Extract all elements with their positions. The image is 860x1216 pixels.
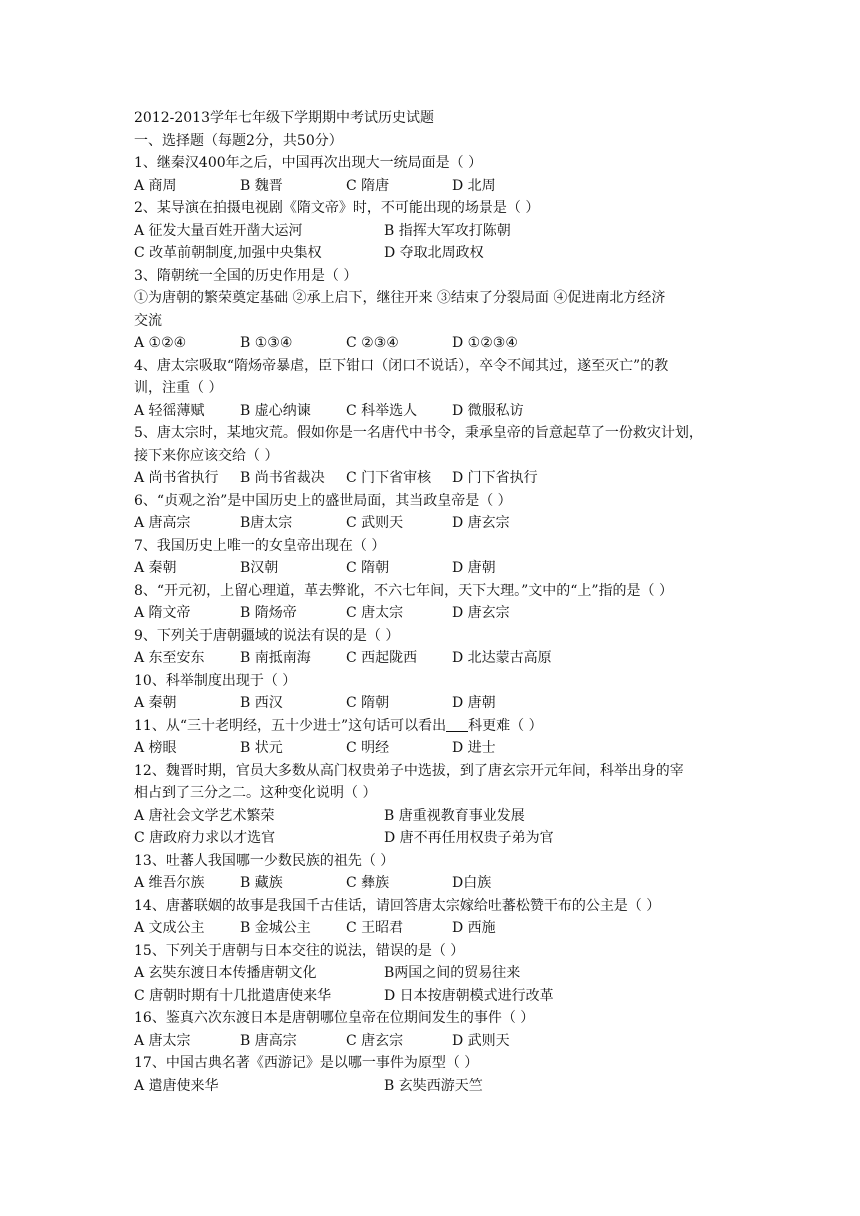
question-block: [134, 490, 734, 535]
answer-option[interactable]: D 门下省执行: [452, 470, 538, 486]
answer-option[interactable]: C 唐朝时期有十几批遣唐使来华: [134, 987, 332, 1004]
answer-option[interactable]: C 西起陇西: [346, 650, 418, 666]
answer-option[interactable]: C 王昭君: [346, 920, 404, 936]
answer-option[interactable]: A 秦朝: [134, 695, 177, 711]
question-text: 14、唐蕃联姻的故事是我国千古佳话，请回答唐太宗嫁给吐蕃松赞干布的公主是（ ）: [134, 897, 661, 914]
question-text: 相占到了三分之二。这种变化说明（ ）: [134, 785, 377, 801]
option-row: [134, 467, 734, 490]
answer-option[interactable]: B唐太宗: [240, 515, 293, 531]
answer-option[interactable]: B 藏族: [240, 875, 283, 891]
option-row: [134, 805, 734, 828]
answer-option[interactable]: C 门下省审核: [346, 470, 432, 486]
question-block: [134, 422, 734, 490]
answer-option[interactable]: B 隋炀帝: [240, 605, 297, 621]
answer-option[interactable]: B 唐重视教育事业发展: [384, 807, 525, 824]
question-block: [134, 355, 734, 423]
answer-option[interactable]: A 玄奘东渡日本传播唐朝文化: [134, 965, 317, 981]
option-row: [134, 220, 734, 243]
exam-content: [134, 107, 734, 1097]
question-text: 10、科举制度出现于（ ）: [134, 672, 297, 689]
answer-option[interactable]: B 唐高宗: [240, 1032, 297, 1049]
question-block: [134, 152, 734, 197]
option-row: [134, 557, 734, 580]
question-text: 17、中国古典名著《西游记》是以哪一事件为原型（ ）: [134, 1055, 479, 1071]
question-text: 9、下列关于唐朝疆域的说法有误的是（ ）: [134, 627, 400, 644]
answer-option[interactable]: C 彝族: [346, 875, 390, 891]
option-row: [134, 332, 734, 355]
answer-option[interactable]: A 唐高宗: [134, 515, 191, 531]
question-text: 交流: [134, 312, 162, 329]
option-row: [134, 692, 734, 715]
question-block: [134, 535, 734, 580]
answer-option[interactable]: B 金城公主: [240, 920, 311, 936]
option-row: [134, 512, 734, 535]
answer-option[interactable]: A 遣唐使来华: [134, 1077, 219, 1094]
answer-option[interactable]: C 隋朝: [346, 560, 390, 576]
option-row: [134, 985, 734, 1008]
option-row: [134, 917, 734, 940]
answer-option[interactable]: C 武则天: [346, 515, 404, 531]
exam-title: 2012-2013学年七年级下学期期中考试历史试题: [134, 110, 434, 126]
question-text: 接下来你应该交给（ ）: [134, 447, 279, 464]
question-block: [134, 625, 734, 670]
answer-option[interactable]: C 唐太宗: [346, 605, 404, 621]
question-block: [134, 895, 734, 940]
question-block: [134, 197, 734, 265]
answer-option[interactable]: B 虚心纳谏: [240, 402, 311, 419]
answer-option[interactable]: D 唐朝: [452, 695, 496, 711]
answer-option[interactable]: A 隋文帝: [134, 605, 191, 621]
fill-blank: [446, 717, 468, 732]
answer-option[interactable]: D 进士: [452, 740, 496, 756]
question-block: [134, 580, 734, 625]
answer-option[interactable]: D 唐朝: [452, 560, 496, 576]
answer-option[interactable]: C 改革前朝制度,加强中央集权: [134, 245, 322, 261]
answer-option[interactable]: B两国之间的贸易往来: [384, 965, 521, 981]
answer-option[interactable]: A 文成公主: [134, 920, 205, 936]
answer-option[interactable]: C 隋唐: [346, 177, 390, 194]
answer-option[interactable]: D 武则天: [452, 1032, 510, 1049]
answer-option[interactable]: D 西施: [452, 920, 496, 936]
question-block: [134, 265, 734, 355]
answer-option[interactable]: A 维吾尔族: [134, 875, 205, 891]
option-row: [134, 400, 734, 423]
answer-option[interactable]: B ①③④: [240, 335, 293, 351]
answer-option[interactable]: A 秦朝: [134, 560, 177, 576]
option-row: [134, 1030, 734, 1053]
question-text: 16、鉴真六次东渡日本是唐朝哪位皇帝在位期间发生的事件（ ）: [134, 1010, 535, 1026]
answer-option[interactable]: A 轻徭薄赋: [134, 402, 205, 419]
answer-option[interactable]: A 尚书省执行: [134, 470, 219, 486]
answer-option[interactable]: D 日本按唐朝模式进行改革: [384, 987, 554, 1004]
answer-option[interactable]: A 榜眼: [134, 740, 177, 756]
answer-option[interactable]: B 状元: [240, 740, 283, 756]
answer-option[interactable]: A ①②④: [134, 335, 187, 351]
question-block: [134, 715, 734, 760]
answer-option[interactable]: A 东至安东: [134, 650, 205, 666]
answer-option[interactable]: D 唐不再任用权贵子弟为官: [384, 830, 554, 846]
answer-option[interactable]: C 科举选人: [346, 402, 418, 419]
question-text: 2、某导演在拍摄电视剧《隋文帝》时，不可能出现的场景是（ ）: [134, 200, 540, 216]
question-list: [134, 152, 734, 1097]
option-row: [134, 602, 734, 625]
question-text-part: 科更难（ ）: [468, 717, 543, 734]
answer-option[interactable]: D 唐玄宗: [452, 515, 510, 531]
answer-option[interactable]: B汉朝: [240, 560, 279, 576]
question-text: 训，注重（ ）: [134, 380, 223, 396]
answer-option[interactable]: A 商周: [134, 177, 177, 194]
answer-option[interactable]: B 指挥大军攻打陈朝: [384, 222, 511, 239]
option-row: [134, 242, 734, 265]
answer-option[interactable]: B 尚书省裁决: [240, 470, 325, 486]
question-block: [134, 760, 734, 850]
question-text: 15、下列关于唐朝与日本交往的说法，错误的是（ ）: [134, 942, 465, 959]
option-row: [134, 872, 734, 895]
answer-option[interactable]: A 征发大量百姓开凿大运河: [134, 222, 303, 239]
answer-option[interactable]: D 微服私访: [452, 402, 524, 419]
option-row: [134, 1075, 734, 1098]
question-text: 13、吐蕃人我国哪一少数民族的祖先（ ）: [134, 852, 395, 869]
section-heading: 一、选择题（每题2分，共50分）: [134, 132, 343, 149]
answer-option[interactable]: D 唐玄宗: [452, 605, 510, 621]
question-text: 8、“开元初，上留心理道，革去弊讹，不六七年间，天下大理。”文中的“上”指的是（ ）: [134, 582, 673, 599]
answer-option[interactable]: D 北达蒙古高原: [452, 650, 552, 666]
question-text: 4、唐太宗吸取“隋炀帝暴虐，臣下钳口（闭口不说话），卒令不闻其过，遂至灭亡”的教: [134, 357, 669, 374]
question-text: 3、隋朝统一全国的历史作用是（ ）: [134, 267, 358, 284]
answer-option[interactable]: A 唐社会文学艺术繁荣: [134, 807, 275, 824]
question-text: ①为唐朝的繁荣奠定基础 ②承上启下，继往开来 ③结束了分裂局面 ④促进南北方经济: [134, 290, 666, 306]
answer-option[interactable]: B 魏晋: [240, 177, 283, 194]
question-block: [134, 850, 734, 895]
answer-option[interactable]: C 唐政府力求以才选官: [134, 830, 276, 846]
answer-option[interactable]: B 西汉: [240, 695, 283, 711]
answer-option[interactable]: D 北周: [452, 177, 496, 194]
answer-option[interactable]: C 隋朝: [346, 695, 390, 711]
question-text-part: 11、从“三十老明经，五十少进士”这句话可以看出: [134, 717, 447, 734]
answer-option[interactable]: A 唐太宗: [134, 1032, 191, 1049]
question-text: [134, 715, 734, 738]
option-row: [134, 827, 734, 850]
question-block: [134, 1052, 734, 1097]
answer-option[interactable]: D白族: [452, 875, 492, 891]
question-block: [134, 670, 734, 715]
question-block: [134, 1007, 734, 1052]
question-text: 1、继秦汉400年之后，中国再次出现大一统局面是（ ）: [134, 155, 483, 171]
answer-option[interactable]: C 唐玄宗: [346, 1032, 404, 1049]
answer-option[interactable]: C ②③④: [346, 335, 399, 351]
option-row: [134, 647, 734, 670]
option-row: [134, 962, 734, 985]
option-row: [134, 175, 734, 198]
option-row: [134, 737, 734, 760]
question-text: 12、魏晋时期，官员大多数从高门权贵弟子中选拔，到了唐玄宗开元年间，科举出身的宰: [134, 762, 684, 779]
answer-option[interactable]: B 玄奘西游天竺: [384, 1077, 483, 1094]
question-text: 5、唐太宗时，某地灾荒。假如你是一名唐代中书令，秉承皇帝的旨意起草了一份救灾计划，: [134, 425, 703, 441]
question-text: 7、我国历史上唯一的女皇帝出现在（ ）: [134, 537, 386, 554]
answer-option[interactable]: C 明经: [346, 740, 390, 756]
answer-option[interactable]: D ①②③④: [452, 335, 518, 351]
answer-option[interactable]: B 南抵南海: [240, 650, 311, 666]
answer-option[interactable]: D 夺取北周政权: [384, 245, 484, 261]
question-text: 6、“贞观之治”是中国历史上的盛世局面，其当政皇帝是（ ）: [134, 492, 512, 509]
question-block: [134, 940, 734, 1008]
